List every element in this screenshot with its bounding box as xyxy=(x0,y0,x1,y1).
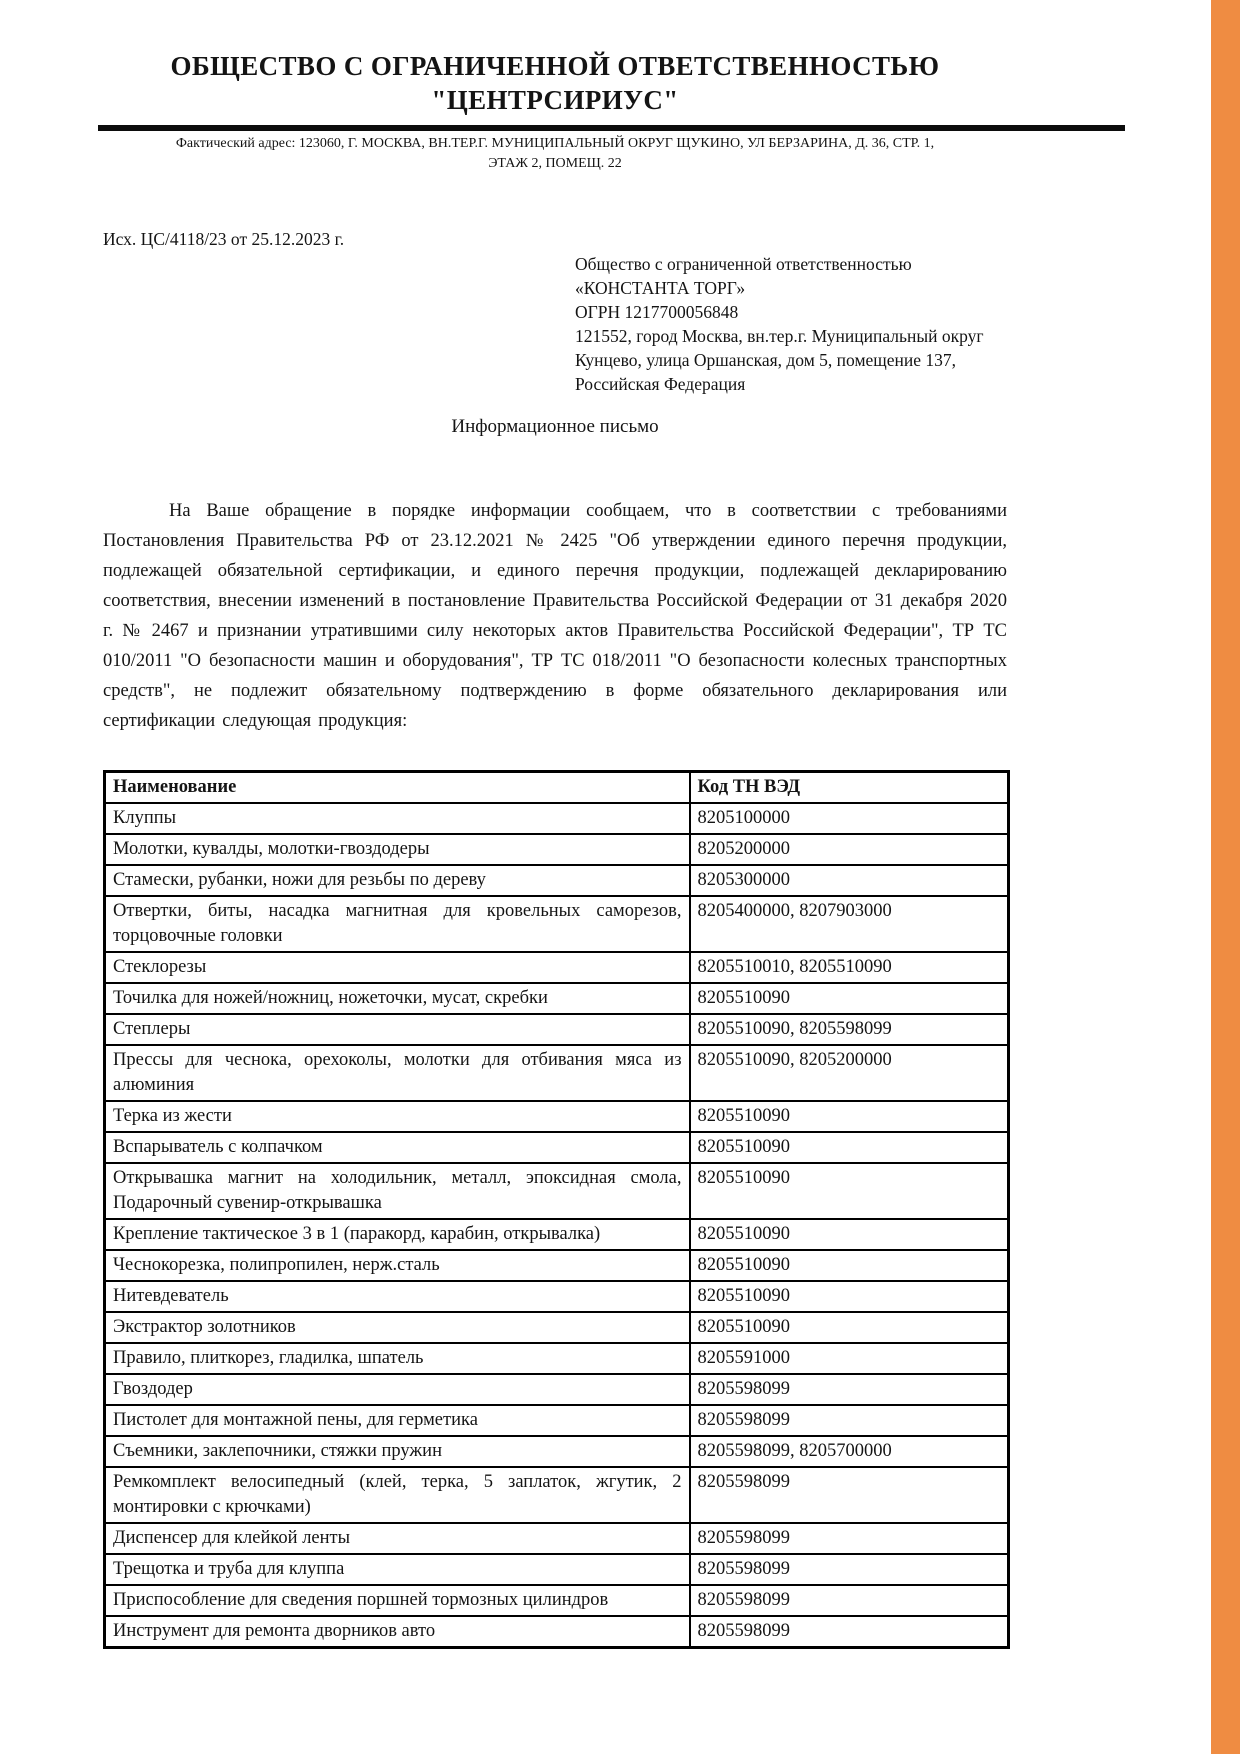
table-row xyxy=(105,1219,1009,1250)
product-code-cell: 8205598099 xyxy=(690,1554,1009,1585)
accent-stripe xyxy=(1211,0,1240,1754)
product-code-cell: 8205510090 xyxy=(690,1101,1009,1132)
product-name-cell: Открывашка магнит на холодильник, металл, эпоксидная смола, Подарочный сувенир-открывашка xyxy=(105,1163,690,1219)
product-name-cell: Стеклорезы xyxy=(105,952,690,983)
product-code-cell: 8205300000 xyxy=(690,865,1009,896)
product-table xyxy=(103,770,1010,1649)
table-row xyxy=(105,834,1009,865)
table-row xyxy=(105,1014,1009,1045)
table-row xyxy=(105,1281,1009,1312)
product-name-cell: Ремкомплект велосипедный (клей, терка, 5 заплаток, жгутик, 2 монтировки с крючками) xyxy=(105,1467,690,1523)
product-code-cell: 8205598099 xyxy=(690,1405,1009,1436)
outgoing-ref-line: Исх. ЦС/4118/23 от 25.12.2023 г. xyxy=(103,229,345,249)
product-code-cell: 8205598099, 8205700000 xyxy=(690,1436,1009,1467)
product-name-cell: Гвоздодер xyxy=(105,1374,690,1405)
company-name-line2: "ЦЕНТРСИРИУС" xyxy=(431,85,679,115)
product-code-cell: 8205591000 xyxy=(690,1343,1009,1374)
product-name-cell: Чеснокорезка, полипропилен, нерж.сталь xyxy=(105,1250,690,1281)
product-code-cell: 8205598099 xyxy=(690,1523,1009,1554)
product-code-cell: 8205598099 xyxy=(690,1585,1009,1616)
table-row xyxy=(105,896,1009,952)
letter-body-paragraph: На Ваше обращение в порядке информации сообщаем, что в соответствии с требованиями Постановления Правительства РФ от 23.12.2021 № 2425 "Об утверждении единого перечня продукции, подлежащей обязательной сертификации, и единого перечня продукции, подлежащей декларированию соответствия, внесении изменений в постановление Правительства Российской Федерации от 31 декабря 2020 г. № 2467 и признании утратившими силу некоторых актов Правительства Российской Федерации", ТР ТС 010/2011 "О безопасности машин и оборудования", ТР ТС 018/2011 "О безопасности колесных транспортных средств", не подлежит обязательному подтверждению в форме обязательного декларирования или сертификации следующая продукция: xyxy=(103,501,1007,731)
product-code-cell: 8205510090, 8205200000 xyxy=(690,1045,1009,1101)
product-name-cell: Правило, плиткорез, гладилка, шпатель xyxy=(105,1343,690,1374)
product-table-body xyxy=(105,803,1009,1648)
product-name-cell: Точилка для ножей/ножниц, ножеточки, мусат, скребки xyxy=(105,983,690,1014)
company-address-line1: Фактический адрес: 123060, Г. МОСКВА, ВН.ТЕР.Г. МУНИЦИПАЛЬНЫЙ ОКРУГ ЩУКИНО, УЛ БЕРЗАРИНА, Д. 36, СТР. 1, xyxy=(175,136,935,151)
product-name-cell: Степлеры xyxy=(105,1014,690,1045)
product-name-cell: Молотки, кувалды, молотки-гвоздодеры xyxy=(105,834,690,865)
product-name-cell: Отвертки, биты, насадка магнитная для кровельных саморезов, торцовочные головки xyxy=(105,896,690,952)
table-row xyxy=(105,1343,1009,1374)
company-name-line1: ОБЩЕСТВО С ОГРАНИЧЕННОЙ ОТВЕТСТВЕННОСТЬЮ xyxy=(170,51,940,81)
product-name-cell: Приспособление для сведения поршней тормозных цилиндров xyxy=(105,1585,690,1616)
product-name-cell: Прессы для чеснока, орехоколы, молотки для отбивания мяса из алюминия xyxy=(105,1045,690,1101)
recipient-block xyxy=(575,252,1020,396)
product-code-cell: 8205510090 xyxy=(690,1132,1009,1163)
column-header-name: Наименование xyxy=(105,772,690,804)
product-name-cell: Съемники, заклепочники, стяжки пружин xyxy=(105,1436,690,1467)
table-row xyxy=(105,1436,1009,1467)
recipient-line: Российская Федерация xyxy=(575,374,746,394)
table-row xyxy=(105,1132,1009,1163)
table-row xyxy=(105,1312,1009,1343)
product-code-cell: 8205510010, 8205510090 xyxy=(690,952,1009,983)
product-code-cell: 8205510090 xyxy=(690,1250,1009,1281)
product-name-cell: Диспенсер для клейкой ленты xyxy=(105,1523,690,1554)
product-code-cell: 8205598099 xyxy=(690,1374,1009,1405)
product-code-cell: 8205598099 xyxy=(690,1616,1009,1648)
recipient-line: Общество с ограниченной ответственностью xyxy=(575,254,912,274)
letter-title: Информационное письмо xyxy=(451,416,659,437)
table-row xyxy=(105,1374,1009,1405)
product-code-cell: 8205510090 xyxy=(690,1219,1009,1250)
table-row xyxy=(105,1585,1009,1616)
product-name-cell: Экстрактор золотников xyxy=(105,1312,690,1343)
table-row xyxy=(105,983,1009,1014)
company-address-line2: ЭТАЖ 2, ПОМЕЩ. 22 xyxy=(488,156,622,171)
product-code-cell: 8205100000 xyxy=(690,803,1009,834)
table-row xyxy=(105,1163,1009,1219)
table-row xyxy=(105,1467,1009,1523)
product-name-cell: Пистолет для монтажной пены, для герметика xyxy=(105,1405,690,1436)
table-row xyxy=(105,1405,1009,1436)
column-header-code: Код ТН ВЭД xyxy=(690,772,1009,804)
product-code-cell: 8205598099 xyxy=(690,1467,1009,1523)
product-code-cell: 8205510090, 8205598099 xyxy=(690,1014,1009,1045)
recipient-line: «КОНСТАНТА ТОРГ» xyxy=(575,278,746,298)
table-row xyxy=(105,1045,1009,1101)
table-row xyxy=(105,1101,1009,1132)
product-name-cell: Стамески, рубанки, ножи для резьбы по дереву xyxy=(105,865,690,896)
table-row xyxy=(105,803,1009,834)
table-row xyxy=(105,1616,1009,1648)
table-row xyxy=(105,952,1009,983)
product-code-cell: 8205510090 xyxy=(690,1281,1009,1312)
table-row xyxy=(105,1250,1009,1281)
product-name-cell: Терка из жести xyxy=(105,1101,690,1132)
product-code-cell: 8205510090 xyxy=(690,1312,1009,1343)
table-row xyxy=(105,1554,1009,1585)
recipient-line: ОГРН 1217700056848 xyxy=(575,302,739,322)
product-name-cell: Трещотка и труба для клуппа xyxy=(105,1554,690,1585)
table-row xyxy=(105,865,1009,896)
product-code-cell: 8205400000, 8207903000 xyxy=(690,896,1009,952)
product-code-cell: 8205200000 xyxy=(690,834,1009,865)
table-header-row xyxy=(105,772,1009,804)
product-name-cell: Клуппы xyxy=(105,803,690,834)
product-name-cell: Крепление тактическое 3 в 1 (паракорд, карабин, открывалка) xyxy=(105,1219,690,1250)
product-code-cell: 8205510090 xyxy=(690,983,1009,1014)
product-name-cell: Нитевдеватель xyxy=(105,1281,690,1312)
recipient-line: Кунцево, улица Оршанская, дом 5, помещение 137, xyxy=(575,350,957,370)
letterhead-divider xyxy=(98,125,1125,131)
product-name-cell: Инструмент для ремонта дворников авто xyxy=(105,1616,690,1648)
product-code-cell: 8205510090 xyxy=(690,1163,1009,1219)
table-row xyxy=(105,1523,1009,1554)
recipient-line: 121552, город Москва, вн.тер.г. Муниципальный округ xyxy=(575,326,984,346)
product-name-cell: Вспарыватель с колпачком xyxy=(105,1132,690,1163)
